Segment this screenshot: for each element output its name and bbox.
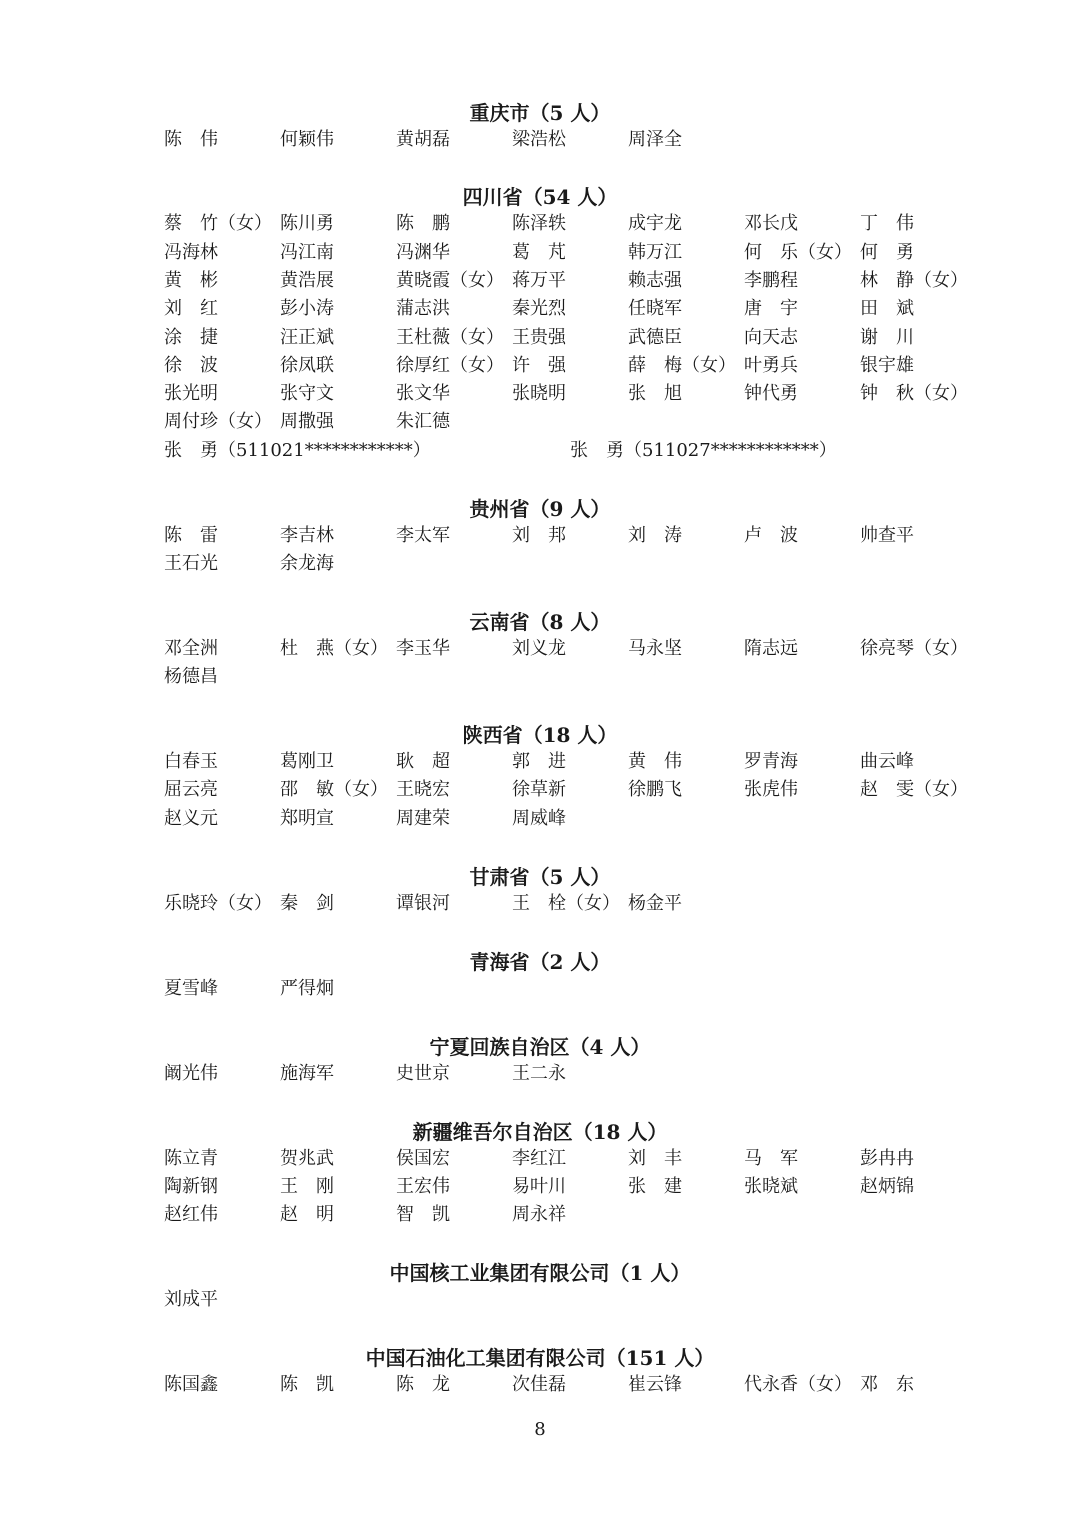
person-name: 刘 丰	[628, 1148, 682, 1169]
person-name: 徐草新	[512, 779, 566, 800]
person-name: 刘 红	[164, 298, 218, 319]
person-name: 葛刚卫	[280, 751, 334, 772]
person-name: 王杜薇（女）	[396, 327, 504, 348]
person-name: 田 斌	[860, 298, 914, 319]
section-title: 甘肃省（5 人）	[469, 865, 611, 889]
person-name: 王二永	[512, 1063, 566, 1084]
section-title: 云南省（8 人）	[469, 610, 611, 634]
person-name: 赵 明	[280, 1204, 334, 1225]
person-name: 黄胡磊	[396, 129, 450, 150]
section-title: 中国石油化工集团有限公司（151 人）	[365, 1346, 715, 1370]
person-name: 叶勇兵	[744, 355, 798, 376]
person-name: 张虎伟	[744, 779, 798, 800]
person-name: 赵 雯（女）	[860, 779, 968, 800]
person-name: 杨金平	[628, 893, 682, 914]
section-title: 中国核工业集团有限公司（1 人）	[389, 1261, 691, 1285]
person-name: 秦光烈	[512, 298, 566, 319]
person-name: 彭小涛	[280, 298, 334, 319]
person-name: 武德臣	[628, 327, 682, 348]
person-name: 徐鹏飞	[628, 779, 682, 800]
person-name: 张晓明	[512, 383, 566, 404]
person-name: 李玉华	[396, 638, 450, 659]
person-name: 周泽全	[628, 129, 682, 150]
person-name: 贺兆武	[280, 1148, 334, 1169]
person-name: 陈 伟	[164, 129, 218, 150]
person-name: 夏雪峰	[164, 978, 218, 999]
person-name: 成宇龙	[628, 213, 682, 234]
person-name: 陈国鑫	[164, 1374, 218, 1395]
person-name: 冯江南	[280, 242, 334, 263]
person-name: 陈 凯	[280, 1374, 334, 1395]
section-title: 宁夏回族自治区（4 人）	[429, 1035, 651, 1059]
person-name: 王 刚	[280, 1176, 334, 1197]
person-name: 朱汇德	[396, 411, 450, 432]
person-name: 余龙海	[280, 553, 334, 574]
person-name: 葛 芃	[512, 242, 566, 263]
person-name: 徐 波	[164, 355, 218, 376]
person-name: 李红江	[512, 1148, 566, 1169]
person-name: 冯海林	[164, 242, 218, 263]
person-name: 王贵强	[512, 327, 566, 348]
person-name: 次佳磊	[512, 1374, 566, 1395]
person-name: 邓长戊	[744, 213, 798, 234]
section-title: 新疆维吾尔自治区（18 人）	[412, 1120, 668, 1144]
person-name: 任晓军	[628, 298, 682, 319]
person-name: 刘 邦	[512, 525, 566, 546]
person-name: 赵义元	[164, 808, 218, 829]
person-name: 陈立青	[164, 1148, 218, 1169]
person-name: 易叶川	[512, 1176, 566, 1197]
person-name: 何颖伟	[280, 129, 334, 150]
person-name: 马永坚	[628, 638, 682, 659]
person-name: 梁浩松	[512, 129, 566, 150]
person-name: 马 军	[744, 1148, 798, 1169]
person-name: 陈泽轶	[512, 213, 566, 234]
person-name: 曲云峰	[860, 751, 914, 772]
person-name: 白春玉	[164, 751, 218, 772]
person-name: 陈 雷	[164, 525, 218, 546]
person-name: 王宏伟	[396, 1176, 450, 1197]
person-name: 钟 秋（女）	[860, 383, 968, 404]
person-name: 刘 涛	[628, 525, 682, 546]
person-name: 邓 东	[860, 1374, 914, 1395]
person-name: 蒲志洪	[396, 298, 450, 319]
person-name: 耿 超	[396, 751, 450, 772]
person-name: 赖志强	[628, 270, 682, 291]
person-name: 周建荣	[396, 808, 450, 829]
person-name: 张 旭	[628, 383, 682, 404]
person-name: 李太军	[396, 525, 450, 546]
person-name: 赵炳锦	[860, 1176, 914, 1197]
person-name: 刘义龙	[512, 638, 566, 659]
person-name: 郑明宣	[280, 808, 334, 829]
person-name: 唐 宇	[744, 298, 798, 319]
person-name: 王晓宏	[396, 779, 450, 800]
person-name: 张光明	[164, 383, 218, 404]
person-name: 黄 彬	[164, 270, 218, 291]
person-name: 陈 鹏	[396, 213, 450, 234]
person-name: 崔云锋	[628, 1374, 682, 1395]
person-name: 黄 伟	[628, 751, 682, 772]
person-name: 钟代勇	[744, 383, 798, 404]
section-title: 青海省（2 人）	[469, 950, 611, 974]
person-name: 黄浩展	[280, 270, 334, 291]
person-name: 彭冉冉	[860, 1148, 914, 1169]
person-name: 卢 波	[744, 525, 798, 546]
person-name: 徐凤联	[280, 355, 334, 376]
person-name: 徐亮琴（女）	[860, 638, 968, 659]
person-name: 陈 龙	[396, 1374, 450, 1395]
person-name: 王石光	[164, 553, 218, 574]
person-name: 李吉林	[280, 525, 334, 546]
person-name: 周永祥	[512, 1204, 566, 1225]
person-name: 杜 燕（女）	[280, 638, 388, 659]
person-name: 帅查平	[860, 525, 914, 546]
person-name: 陈川勇	[280, 213, 334, 234]
person-name: 严得炯	[280, 978, 334, 999]
person-name: 黄晓霞（女）	[396, 270, 504, 291]
person-name: 银宇雄	[860, 355, 914, 376]
person-name: 罗青海	[744, 751, 798, 772]
section-title: 贵州省（9 人）	[469, 497, 611, 521]
person-name: 侯国宏	[396, 1148, 450, 1169]
person-name: 王 栓（女）	[512, 893, 620, 914]
page-number: 8	[534, 1419, 546, 1440]
person-name: 蒋万平	[512, 270, 566, 291]
person-name: 郭 进	[512, 751, 566, 772]
person-name: 隋志远	[744, 638, 798, 659]
person-name: 刘成平	[164, 1289, 218, 1310]
section-title: 四川省（54 人）	[462, 185, 618, 209]
person-name: 秦 剑	[280, 893, 334, 914]
person-name-with-id: 张 勇（511027************）	[570, 440, 837, 461]
person-name: 张文华	[396, 383, 450, 404]
person-name: 赵红伟	[164, 1204, 218, 1225]
person-name: 张守文	[280, 383, 334, 404]
person-name: 许 强	[512, 355, 566, 376]
person-name: 何 乐（女）	[744, 242, 852, 263]
person-name: 蔡 竹（女）	[164, 213, 272, 234]
person-name: 周撒强	[280, 411, 334, 432]
person-name: 韩万江	[628, 242, 682, 263]
person-name: 张 建	[628, 1176, 682, 1197]
person-name: 邵 敏（女）	[280, 779, 388, 800]
person-name: 史世京	[396, 1063, 450, 1084]
person-name: 涂 捷	[164, 327, 218, 348]
person-name: 李鹏程	[744, 270, 798, 291]
person-name: 阚光伟	[164, 1063, 218, 1084]
person-name: 向天志	[744, 327, 798, 348]
person-name: 周付珍（女）	[164, 411, 272, 432]
person-name: 智 凯	[396, 1204, 450, 1225]
person-name-with-id: 张 勇（511021************）	[164, 440, 431, 461]
person-name: 施海军	[280, 1063, 334, 1084]
person-name: 汪正斌	[280, 327, 334, 348]
person-name: 屈云亮	[164, 779, 218, 800]
person-name: 张晓斌	[744, 1176, 798, 1197]
person-name: 丁 伟	[860, 213, 914, 234]
person-name: 周威峰	[512, 808, 566, 829]
person-name: 陶新钢	[164, 1176, 218, 1197]
person-name: 冯渊华	[396, 242, 450, 263]
person-name: 何 勇	[860, 242, 914, 263]
person-name: 杨德昌	[164, 666, 218, 687]
person-name: 代永香（女）	[744, 1374, 852, 1395]
person-name: 谢 川	[860, 327, 914, 348]
person-name: 林 静（女）	[860, 270, 968, 291]
section-title: 陕西省（18 人）	[462, 723, 618, 747]
person-name: 薛 梅（女）	[628, 355, 736, 376]
person-name: 乐晓玲（女）	[164, 893, 272, 914]
person-name: 谭银河	[396, 893, 450, 914]
person-name: 徐厚红（女）	[396, 355, 504, 376]
person-name: 邓全洲	[164, 638, 218, 659]
section-title: 重庆市（5 人）	[469, 101, 611, 125]
